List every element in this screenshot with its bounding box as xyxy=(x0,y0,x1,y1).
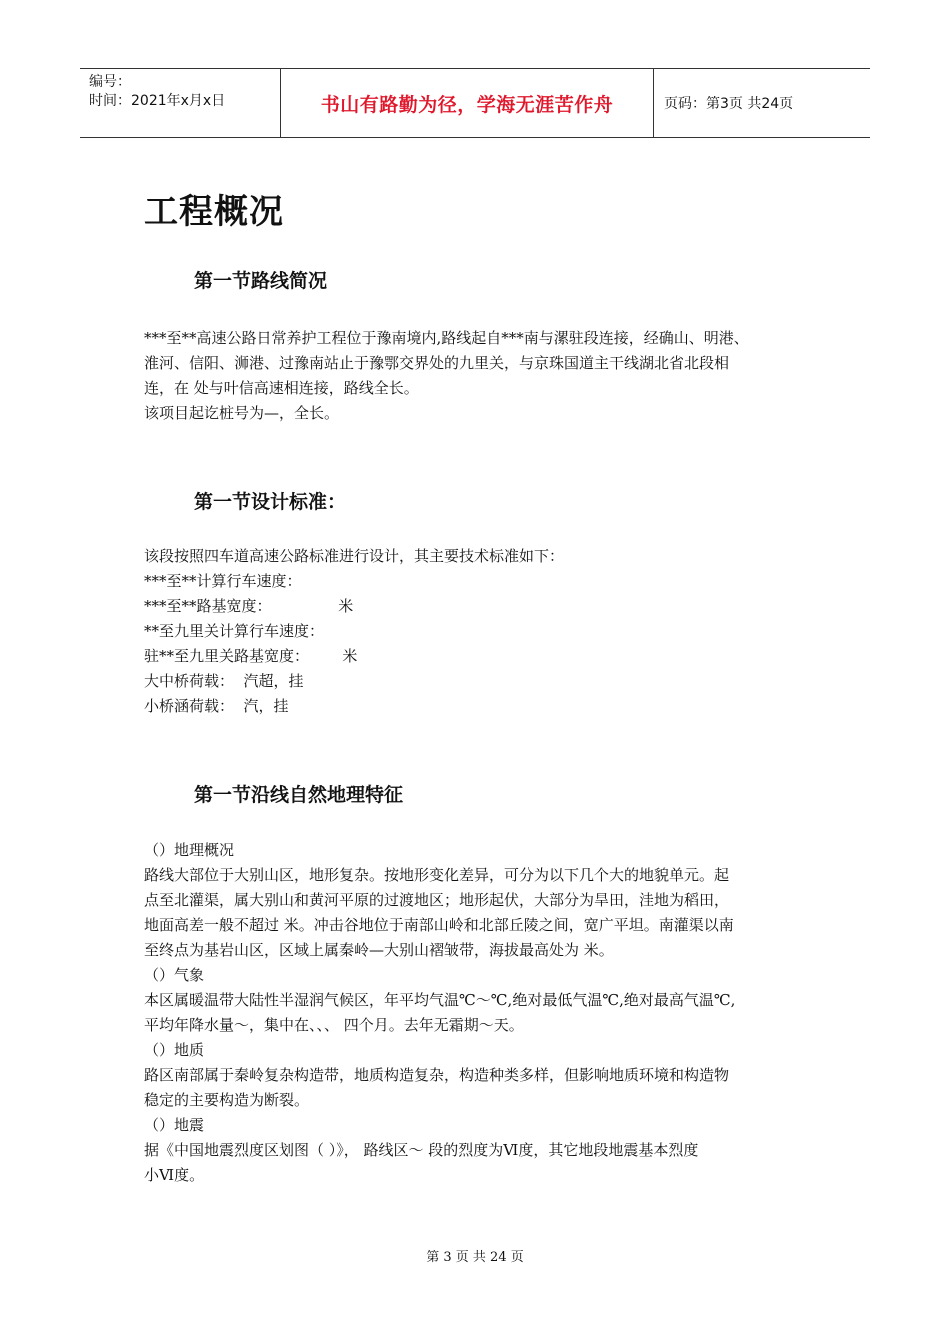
section-body-geography xyxy=(144,838,824,1188)
text-line: 该段按照四车道高速公路标准进行设计，其主要技术标准如下： xyxy=(144,547,565,565)
text-line: ***至**路基宽度： 米 xyxy=(144,597,354,615)
text-line: 稳定的主要构造为断裂。 xyxy=(144,1091,310,1109)
document-title: 工程概况 xyxy=(144,192,284,232)
text-line: 小桥涵荷载： 汽，挂 xyxy=(144,697,289,715)
number-label: 编号： xyxy=(89,74,131,90)
section-heading-route: 第一节路线简况 xyxy=(194,270,328,292)
text-line: 地面高差一般不超过 米。冲击谷地位于南部山岭和北部丘陵之间，宽广平坦。南灌渠以南 xyxy=(144,916,734,934)
text-line: 淮河、信阳、浉港、过豫南站止于豫鄂交界处的九里关，与京珠国道主干线湖北省北段相 xyxy=(144,354,730,372)
text-line: 据《中国地震烈度区划图（ ）》， 路线区～ 段的烈度为Ⅵ度，其它地段地震基本烈度 xyxy=(144,1141,699,1159)
text-line: 该项目起讫桩号为—，全长。 xyxy=(144,404,340,422)
text-line: （）地理概况 xyxy=(144,841,235,859)
time-label: 时间：2021年x月x日 xyxy=(89,93,226,109)
header-meta xyxy=(80,69,281,137)
page-header xyxy=(80,68,870,138)
text-line: **至九里关计算行车速度： xyxy=(144,622,325,640)
section-heading-geography: 第一节沿线自然地理特征 xyxy=(194,784,404,806)
text-line: 驻**至九里关路基宽度： 米 xyxy=(144,647,358,665)
section-body-route xyxy=(144,326,824,426)
text-line: 点至北灌渠，属大别山和黄河平原的过渡地区；地形起伏，大部分为旱田，洼地为稻田， xyxy=(144,891,730,909)
text-line: 路区南部属于秦岭复杂构造带，地质构造复杂，构造种类多样，但影响地质环境和构造物 xyxy=(144,1066,730,1084)
text-line: （）地质 xyxy=(144,1041,205,1059)
text-line: （）气象 xyxy=(144,966,205,984)
text-line: 连，在 处与叶信高速相连接，路线全长。 xyxy=(144,379,419,397)
text-line: 本区属暖温带大陆性半湿润气候区，年平均气温℃～℃,绝对最低气温℃,绝对最高气温℃, xyxy=(144,991,736,1009)
section-body-design xyxy=(144,544,824,719)
text-line: 平均年降水量～，集中在、、、 四个月。去年无霜期～天。 xyxy=(144,1016,524,1034)
text-line: ***至**计算行车速度： xyxy=(144,572,302,590)
text-line: （）地震 xyxy=(144,1116,205,1134)
header-motto: 书山有路勤为径，学海无涯苦作舟 xyxy=(281,69,654,137)
header-page-info: 页码：第3页 共24页 xyxy=(664,96,794,112)
text-line: 大中桥荷载： 汽超，挂 xyxy=(144,672,304,690)
text-line: 路线大部位于大别山区，地形复杂。按地形变化差异，可分为以下几个大的地貌单元。起 xyxy=(144,866,730,884)
page-footer: 第 3 页 共 24 页 xyxy=(426,1250,524,1265)
text-line: ***至**高速公路日常养护工程位于豫南境内,路线起自***南与漯驻段连接，经确山、明港、 xyxy=(144,329,749,347)
text-line: 至终点为基岩山区，区域上属秦岭—大别山褶皱带，海拔最高处为 米。 xyxy=(144,941,614,959)
section-heading-design: 第一节设计标准： xyxy=(194,491,347,513)
text-line: 小Ⅵ度。 xyxy=(144,1166,205,1184)
